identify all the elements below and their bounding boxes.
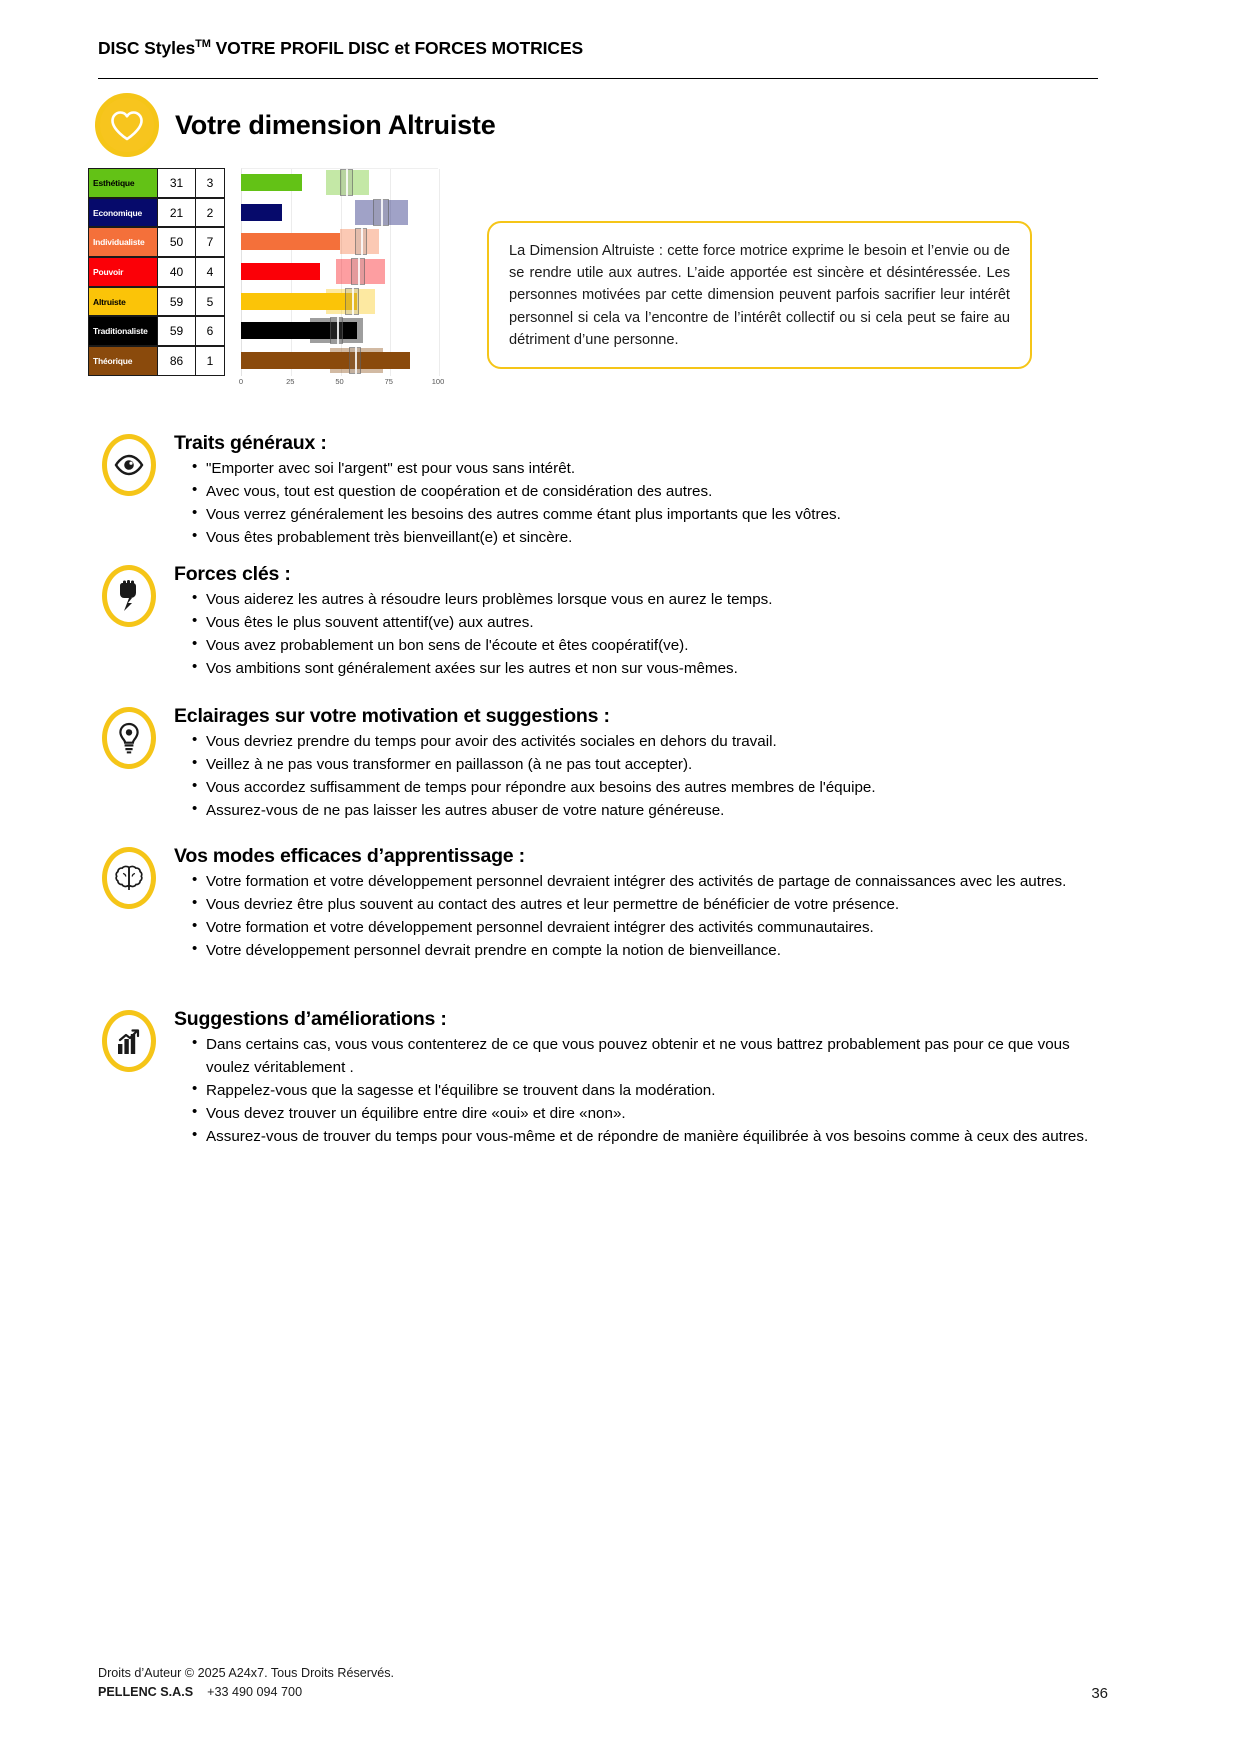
section-icon-wrap: [98, 1008, 160, 1072]
x-axis-tick: 25: [286, 377, 295, 386]
section-body: [160, 432, 1108, 549]
content-section: [98, 563, 1108, 680]
section-body: [160, 1008, 1108, 1148]
page-title: Votre dimension Altruiste: [175, 109, 496, 140]
chart-row-rank: 1: [196, 346, 225, 376]
content-section: [98, 705, 1108, 822]
bullet-item: • Vous êtes le plus souvent attentif(ve) aux autres.: [192, 611, 1108, 634]
bullet-item: • Vous devez trouver un équilibre entre dire «oui» et dire «non».: [192, 1102, 1108, 1125]
chart-row-track: [241, 287, 438, 317]
footer-company: PELLENC S.A.S: [98, 1685, 194, 1700]
chart-row-rank: 3: [196, 168, 225, 198]
section-title: Vos modes efficaces d’apprentissage :: [174, 845, 525, 867]
section-bullet-list: [174, 870, 1108, 962]
dimension-description-callout: [487, 221, 1032, 369]
chart-row-track: [241, 227, 438, 257]
chart-row: [88, 198, 438, 228]
x-axis-tick: 0: [238, 377, 244, 386]
chart-row-track: [241, 346, 438, 376]
bullet-item: • Vos ambitions sont généralement axées sur les autres et non sur vous-mêmes.: [192, 657, 1108, 680]
section-bullet-list: [174, 457, 1108, 549]
section-icon-wrap: [98, 563, 160, 627]
chart-bar: [241, 263, 320, 280]
chart-row-label: Pouvoir: [88, 257, 158, 287]
section-bullet-list: [174, 730, 1108, 822]
header-title-rest: VOTRE PROFIL DISC et FORCES MOTRICES: [210, 38, 584, 58]
footer-copyright: Droits d’Auteur © 2025 A24x7. Tous Droits Réservés.: [98, 1666, 395, 1681]
page-footer: [98, 1664, 1108, 1702]
x-axis-tick: 50: [335, 377, 344, 386]
section-icon-wrap: [98, 705, 160, 769]
section-title: Eclairages sur votre motivation et suggestions :: [174, 705, 610, 727]
chart-row-score: 59: [158, 316, 196, 346]
bullet-item: • "Emporter avec soi l'argent" est pour vous sans intérêt.: [192, 457, 1108, 480]
header-brand: DISC Styles: [98, 38, 196, 58]
x-axis-tick: 75: [384, 377, 393, 386]
chart-row: [88, 168, 438, 198]
chart-row-score: 40: [158, 257, 196, 287]
chart-row-score: 86: [158, 346, 196, 376]
chart-row-label: Individualiste: [88, 227, 158, 257]
chart-bar: [241, 204, 282, 221]
chart-norm-marker-line: [358, 258, 360, 285]
chart-row-label: Economique: [88, 198, 158, 228]
section-body: [160, 563, 1108, 680]
footer-left: [98, 1664, 394, 1702]
chart-row: [88, 316, 438, 346]
bullet-item: • Avec vous, tout est question de coopération et de considération des autres.: [192, 480, 1108, 503]
chart-x-axis: [238, 377, 445, 391]
chart-row-rank: 7: [196, 227, 225, 257]
chart-row-score: 31: [158, 168, 196, 198]
dimension-description-text: La Dimension Altruiste : cette force motrice exprime le besoin et l’envie ou de se rendre utile aux autres. L’aide apportée est sincère et désintéressée. Les personnes motivées par cette dimension peuvent parfois sacrifier leur intérêt personnel si cela va l’encontre de l’intérêt collectif ou si cela peut se faire au détriment d’une personne.: [509, 243, 1010, 348]
chart-bar: [241, 233, 340, 250]
chart-row: [88, 287, 438, 317]
gridline: [439, 169, 440, 376]
chart-row-label: Théorique: [88, 346, 158, 376]
bullet-item: • Veillez à ne pas vous transformer en paillasson (à ne pas tout accepter).: [192, 753, 1108, 776]
bullet-item: • Vous devriez être plus souvent au contact des autres et leur permettre de bénéficier de votre présence.: [192, 893, 1108, 916]
content-section: [98, 845, 1108, 962]
chart-bar: [241, 174, 302, 191]
chart-rows: [88, 168, 438, 376]
chart-row-label: Altruiste: [88, 287, 158, 317]
bullet-item: • Vous avez probablement un bon sens de l'écoute et êtes coopératif(ve).: [192, 634, 1108, 657]
bullet-item: • Vous devriez prendre du temps pour avoir des activités sociales en dehors du travail.: [192, 730, 1108, 753]
chart-norm-marker-line: [361, 228, 363, 255]
brain-icon: [102, 847, 156, 909]
bullet-item: • Votre développement personnel devrait prendre en compte la notion de bienveillance.: [192, 939, 1108, 962]
header-title: [98, 38, 1108, 59]
page-header: [98, 38, 1108, 59]
chart-row-rank: 5: [196, 287, 225, 317]
section-icon-wrap: [98, 432, 160, 496]
section-title: Forces clés :: [174, 563, 291, 585]
section-body: [160, 705, 1108, 822]
content-section: [98, 432, 1108, 549]
heart-icon: [95, 93, 159, 157]
bullet-item: • Dans certains cas, vous vous contenterez de ce que vous pouvez obtenir et ne vous battrez probablement pas pour ce que vous voulez véritablement .: [192, 1033, 1108, 1079]
header-divider: [98, 78, 1098, 79]
chart-row-label: Esthétique: [88, 168, 158, 198]
x-axis-tick: 100: [431, 377, 445, 386]
chart-row: [88, 257, 438, 287]
fist-icon: [102, 565, 156, 627]
bullet-item: • Votre formation et votre développement personnel devraient intégrer des activités communautaires.: [192, 916, 1108, 939]
bullet-item: • Rappelez-vous que la sagesse et l'équilibre se trouvent dans la modération.: [192, 1079, 1108, 1102]
chart-row-track: [241, 316, 438, 346]
growth-chart-icon: [102, 1010, 156, 1072]
eye-icon: [102, 434, 156, 496]
chart-row-rank: 4: [196, 257, 225, 287]
chart-norm-marker-line: [346, 169, 348, 196]
chart-row-track: [241, 257, 438, 287]
chart-bar: [241, 352, 410, 369]
chart-row-score: 21: [158, 198, 196, 228]
section-bullet-list: [174, 1033, 1108, 1148]
chart-row-score: 50: [158, 227, 196, 257]
section-bullet-list: [174, 588, 1108, 680]
chart-norm-marker-line: [352, 288, 354, 315]
bullet-item: • Vous aiderez les autres à résoudre leurs problèmes lorsque vous en aurez le temps.: [192, 588, 1108, 611]
footer-phone: +33 490 094 700: [207, 1685, 303, 1700]
chart-norm-marker-line: [355, 347, 357, 374]
chart-row-score: 59: [158, 287, 196, 317]
chart-bar: [241, 293, 357, 310]
content-section: [98, 1008, 1108, 1148]
section-title: Suggestions d’améliorations :: [174, 1008, 447, 1030]
section-icon-wrap: [98, 845, 160, 909]
bullet-item: • Vous êtes probablement très bienveillant(e) et sincère.: [192, 526, 1108, 549]
page-number: 36: [1091, 1685, 1108, 1702]
chart-row: [88, 346, 438, 376]
section-body: [160, 845, 1108, 962]
chart-row-track: [241, 198, 438, 228]
chart-norm-marker-line: [337, 317, 339, 344]
forces-motrices-chart: [88, 168, 445, 393]
chart-row-rank: 6: [196, 316, 225, 346]
chart-row: [88, 227, 438, 257]
bullet-item: • Assurez-vous de ne pas laisser les autres abuser de votre nature généreuse.: [192, 799, 1108, 822]
chart-row-label: Traditionaliste: [88, 316, 158, 346]
chart-row-rank: 2: [196, 198, 225, 228]
bullet-item: • Votre formation et votre développement personnel devraient intégrer des activités de partage de connaissances avec les autres.: [192, 870, 1108, 893]
dimension-title-block: [95, 93, 496, 157]
section-title: Traits généraux :: [174, 432, 327, 454]
bullet-item: • Vous accordez suffisamment de temps pour répondre aux besoins des autres membres de l'équipe.: [192, 776, 1108, 799]
chart-row-track: [241, 168, 438, 198]
chart-norm-marker-line: [381, 199, 383, 226]
header-trademark: TM: [195, 38, 211, 51]
bullet-item: • Vous verrez généralement les besoins des autres comme étant plus importants que les vôtres.: [192, 503, 1108, 526]
lightbulb-icon: [102, 707, 156, 769]
bullet-item: • Assurez-vous de trouver du temps pour vous-même et de répondre de manière équilibrée à vos besoins comme à ceux des autres.: [192, 1125, 1108, 1148]
